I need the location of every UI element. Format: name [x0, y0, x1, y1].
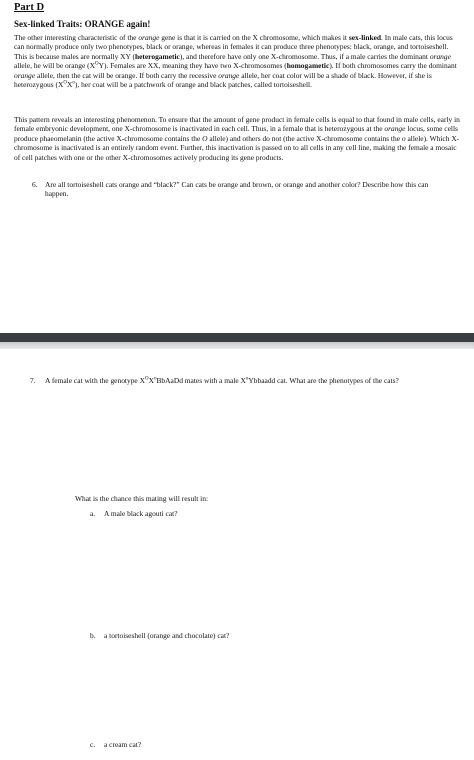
text-run: O: [144, 376, 149, 382]
text-run: This pattern reveals an interesting phenomenon. To ensure that the amount of gene product in female cells is equal to that found in male cells, early in female embryonic development, one X-chromosome is inactivated in each cell. Thus, in a female that is heterozygous at the: [14, 115, 460, 134]
text-run: Y). Females are XX, meaning they have two X-chromosomes (: [98, 61, 287, 71]
subquestion-a-letter: a.: [90, 509, 96, 518]
text-run: The other interesting characteristic of the: [14, 33, 139, 42]
subquestion-a-text: A male black agouti cat?: [104, 509, 178, 518]
paragraph-sex-linked: [14, 33, 461, 89]
question-6-text: Are all tortoiseshell cats orange and “black?” Can cats be orange and brown, or orange and another color? Describe how this can happen.: [45, 180, 429, 199]
subquestion-b-text: a tortoiseshell (orange and chocolate) cat?: [104, 631, 230, 640]
text-run: orange: [138, 33, 160, 42]
text-run: gene is that it is carried on the X chromosome, which makes it: [159, 33, 349, 42]
text-run: orange: [384, 124, 406, 134]
text-run: orange: [218, 70, 240, 80]
text-run: Ybbaadd cat. What are the phenotypes of the cats?: [248, 376, 399, 385]
text-run: allele) and others do not (the active X-chromosome contains the: [207, 133, 402, 143]
text-run: homogametic: [286, 61, 330, 71]
document-page-1: [0, 0, 474, 333]
text-run: o: [401, 133, 406, 143]
text-run: O: [202, 133, 208, 143]
text-run: locus, some cells produce phaeomelanin (the active X-chromosome contains the: [14, 124, 458, 143]
page-separator: [0, 333, 474, 349]
text-run: o: [245, 376, 249, 382]
section-subheading: Sex-linked Traits: ORANGE again!: [14, 19, 151, 29]
subquestion-b-letter: b.: [90, 631, 96, 640]
subquestion-c: [90, 740, 141, 749]
text-run: allele, then the cat will be orange. If both carry the recessive: [35, 70, 219, 80]
text-run: o: [72, 80, 75, 86]
text-run: orange: [14, 70, 36, 80]
text-run: . In male cats, this locus can normally produce only two phenotypes, black or orange, whereas in females it can produce three phenotypes: black, orange, and tortoiseshell. This is because males are normally XY (: [14, 33, 453, 61]
text-run: O: [63, 80, 67, 86]
subquestion-c-letter: c.: [90, 740, 96, 749]
part-heading: Part D: [14, 2, 45, 13]
text-run: O: [94, 61, 99, 67]
text-run: heterogametic: [134, 51, 180, 61]
text-run: allele, he will be orange (X: [14, 61, 95, 71]
text-run: allele, her coat color will be a shade of black. However, if she is heterozygous (X: [14, 70, 432, 90]
text-run: ), her coat will be a patchwork of orange and black patches, called tortoiseshell.: [74, 80, 312, 90]
text-run: ). If both chromosomes carry the dominant: [329, 61, 457, 71]
text-run: BbAaDd mates with a male X: [156, 376, 246, 385]
text-run: X: [148, 376, 154, 385]
question-7-text: [45, 376, 455, 386]
chance-prompt: What is the chance this mating will result in:: [75, 494, 209, 503]
text-run: ), and therefore have only one X-chromosome. Thus, if a male carries the dominant: [179, 51, 430, 61]
text-run: orange: [429, 51, 451, 61]
text-run: sex-linked: [348, 33, 382, 42]
subquestion-b: [90, 631, 229, 640]
subquestion-c-text: a cream cat?: [104, 740, 142, 749]
question-7-number: 7.: [30, 376, 36, 385]
subquestion-a: [90, 509, 178, 518]
paragraph-x-inactivation: [14, 115, 461, 162]
text-run: o: [153, 376, 157, 382]
text-run: A female cat with the genotype X: [45, 376, 145, 385]
document-page-2: [0, 349, 474, 760]
text-run: allele). Which X-chromosome is inactivated is an entirely random event. Further, this inactivation is passed on to all cells in any cell line, making the female a mosaic of cell patches with one or the other X-chromosomes actively producing its gene products.: [14, 133, 460, 162]
text-run: X: [67, 80, 73, 90]
question-6-number: 6.: [32, 180, 38, 189]
